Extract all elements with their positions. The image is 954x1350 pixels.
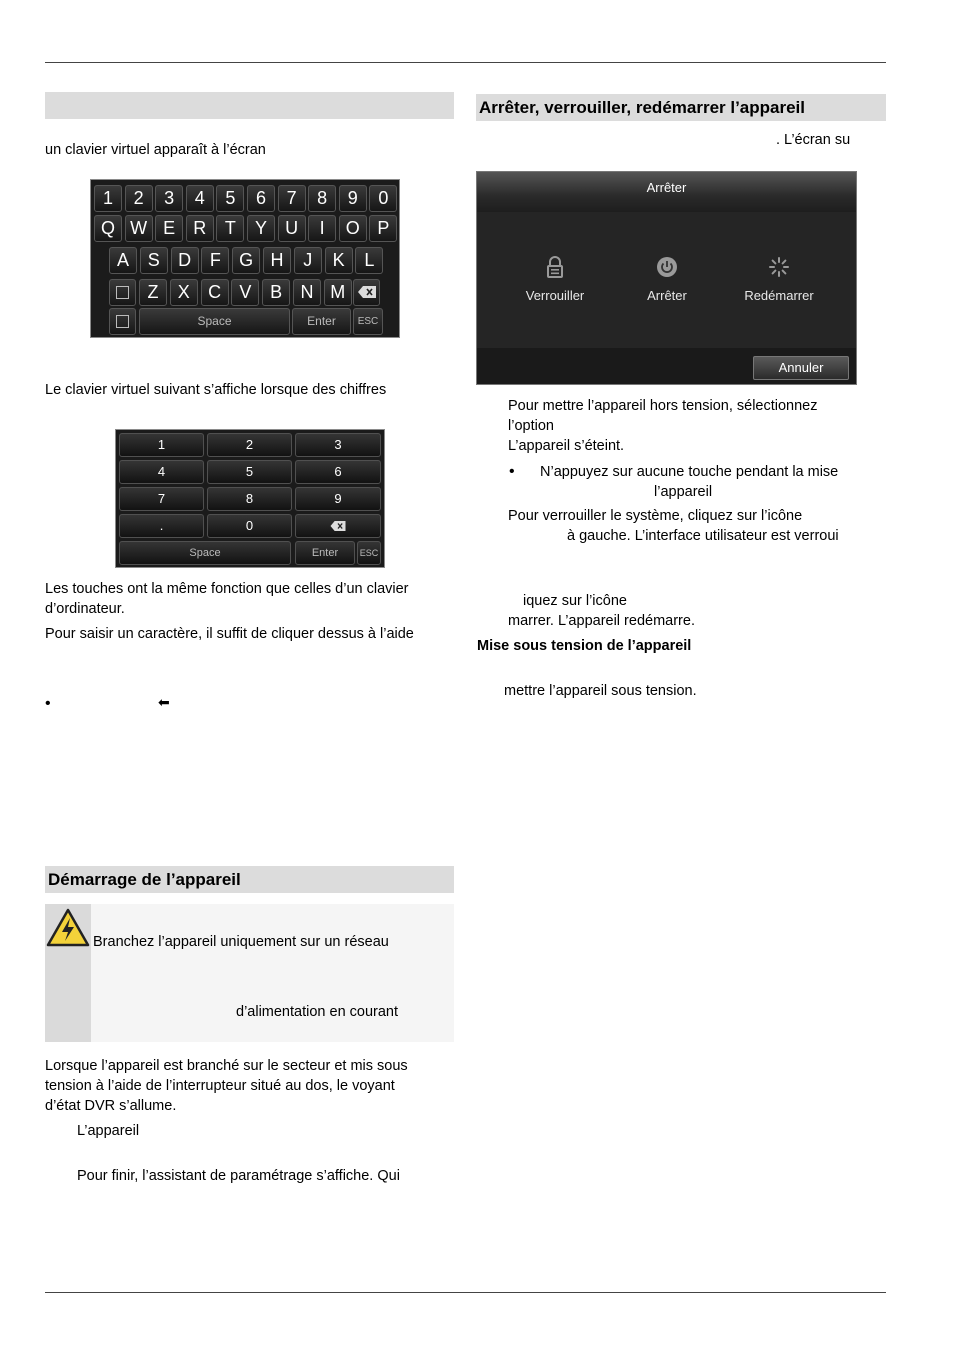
keys-function-line2: d’ordinateur. [45,601,125,617]
num-key-2[interactable]: 2 [207,433,292,457]
key-e[interactable]: E [155,215,183,242]
enter-char-text: Pour saisir un caractère, il suffit de cliquer dessus à l’aide [45,626,414,642]
power-icon [656,256,678,278]
startup-para-line3: d’état DVR s’allume. [45,1098,177,1114]
key-u[interactable]: U [278,215,306,242]
key-8[interactable]: 8 [308,185,336,212]
shutdown-dialog [476,171,857,385]
symbol-key[interactable] [109,308,136,335]
space-key[interactable]: Space [139,308,290,335]
backspace-key[interactable] [353,279,380,306]
key-k[interactable]: K [325,247,353,274]
key-i[interactable]: I [308,215,336,242]
arrow-left-icon: ⬅ [158,694,170,710]
reboot-para-line2: marrer. L’appareil redémarre. [508,613,695,629]
key-j[interactable]: J [294,247,322,274]
key-7[interactable]: 7 [278,185,306,212]
key-l[interactable]: L [355,247,383,274]
dot-key[interactable]: . [119,514,204,538]
key-q[interactable]: Q [94,215,122,242]
key-1[interactable]: 1 [94,185,122,212]
lock-option-label: Verrouiller [525,288,585,303]
key-9[interactable]: 9 [339,185,367,212]
numeric-keyboard-intro: Le clavier virtuel suivant s’affiche lorsque des chiffres [45,382,387,398]
key-f[interactable]: F [201,247,229,274]
reboot-spinner-icon [768,256,790,278]
dialog-title: Arrêter [477,172,856,212]
key-s[interactable]: S [140,247,168,274]
header-rule [45,62,886,63]
bullet-line2: l’appareil [654,484,713,500]
key-w[interactable]: W [125,215,153,242]
caps-key[interactable] [109,279,136,306]
key-0[interactable]: 0 [369,185,397,212]
startup-step1: L’appareil [77,1123,140,1139]
startup-para-line2: tension à l’aide de l’interrupteur situé au dos, le voyant [45,1078,395,1094]
reboot-option[interactable] [729,256,829,303]
lock-icon [545,256,565,278]
key-h[interactable]: H [263,247,291,274]
power-on-text: mettre l’appareil sous tension. [504,683,697,699]
section-bar-startup [45,866,454,893]
caps-icon [116,286,129,299]
section-bar-empty [45,92,454,119]
key-o[interactable]: O [339,215,367,242]
key-d[interactable]: D [171,247,199,274]
key-c[interactable]: C [201,279,229,306]
backspace-icon [330,521,346,531]
key-x[interactable]: X [170,279,198,306]
warning-line2: d’alimentation en courant [236,1004,399,1020]
high-voltage-warning-icon [46,908,90,948]
footer-rule [45,1292,886,1293]
section-bar-shutdown [476,94,886,121]
subheading-power-on: Mise sous tension de l’appareil [477,638,692,654]
startup-step2: Pour finir, l’assistant de paramétrage s’affiche. Qui [77,1168,400,1184]
lock-para-line2: à gauche. L’interface utilisateur est verroui [567,528,839,544]
num-key-8[interactable]: 8 [207,487,292,511]
shutdown-option-label: Arrêter [647,288,687,303]
alpha-keyboard [90,179,400,338]
bullet-dot: • [509,463,515,480]
key-a[interactable]: A [109,247,137,274]
reboot-option-label: Redémarrer [744,288,814,303]
space-key[interactable]: Space [119,541,291,565]
section-title-startup: Démarrage de l’appareil [48,870,241,889]
warning-line1: Branchez l’appareil uniquement sur un réseau [93,934,389,950]
esc-key[interactable]: ESC [353,308,383,335]
numeric-keyboard [115,429,385,568]
zero-key[interactable]: 0 [207,514,292,538]
keyboard-intro-text: un clavier virtuel apparaît à l’écran [45,142,266,158]
key-r[interactable]: R [186,215,214,242]
startup-para-line1: Lorsque l’appareil est branché sur le secteur et mis sous [45,1058,408,1074]
num-key-9[interactable]: 9 [295,487,381,511]
key-y[interactable]: Y [247,215,275,242]
backspace-icon [358,286,376,298]
key-g[interactable]: G [232,247,260,274]
key-v[interactable]: V [231,279,259,306]
key-2[interactable]: 2 [125,185,153,212]
key-n[interactable]: N [293,279,321,306]
lock-option[interactable] [505,256,605,303]
num-key-3[interactable]: 3 [295,433,381,457]
num-key-4[interactable]: 4 [119,460,204,484]
power-off-line2: l’option [508,418,554,434]
key-z[interactable]: Z [139,279,167,306]
power-off-line1: Pour mettre l’appareil hors tension, sélectionnez [508,398,818,414]
key-b[interactable]: B [262,279,290,306]
cancel-button[interactable]: Annuler [753,356,849,380]
num-key-7[interactable]: 7 [119,487,204,511]
key-m[interactable]: M [324,279,352,306]
num-key-6[interactable]: 6 [295,460,381,484]
section-title-shutdown: Arrêter, verrouiller, redémarrer l’appareil [479,98,806,117]
dialog-footer [477,348,856,384]
shutdown-intro-text: . L’écran su [776,132,851,148]
num-key-1[interactable]: 1 [119,433,204,457]
bullet-line1: N’appuyez sur aucune touche pendant la mise [540,464,839,480]
lock-para-line1: Pour verrouiller le système, cliquez sur l’icône [508,508,803,524]
power-off-line3: L’appareil s’éteint. [508,438,625,454]
warning-sidebar [45,904,91,1042]
enter-key[interactable]: Enter [292,308,351,335]
symbol-icon [116,315,129,328]
key-p[interactable]: P [369,215,397,242]
key-3[interactable]: 3 [155,185,183,212]
enter-key[interactable]: Enter [295,541,355,565]
warning-box [45,904,454,1042]
keys-function-line1: Les touches ont la même fonction que celles d’un clavier [45,581,409,597]
num-key-5[interactable]: 5 [207,460,292,484]
esc-key[interactable]: ESC [357,541,381,565]
key-5[interactable]: 5 [216,185,244,212]
bullet-dot: • [45,695,51,712]
key-4[interactable]: 4 [186,185,214,212]
backspace-key[interactable] [295,514,381,538]
shutdown-option[interactable] [617,256,717,303]
key-t[interactable]: T [216,215,244,242]
key-6[interactable]: 6 [247,185,275,212]
reboot-para-line1: iquez sur l’icône [523,593,627,609]
